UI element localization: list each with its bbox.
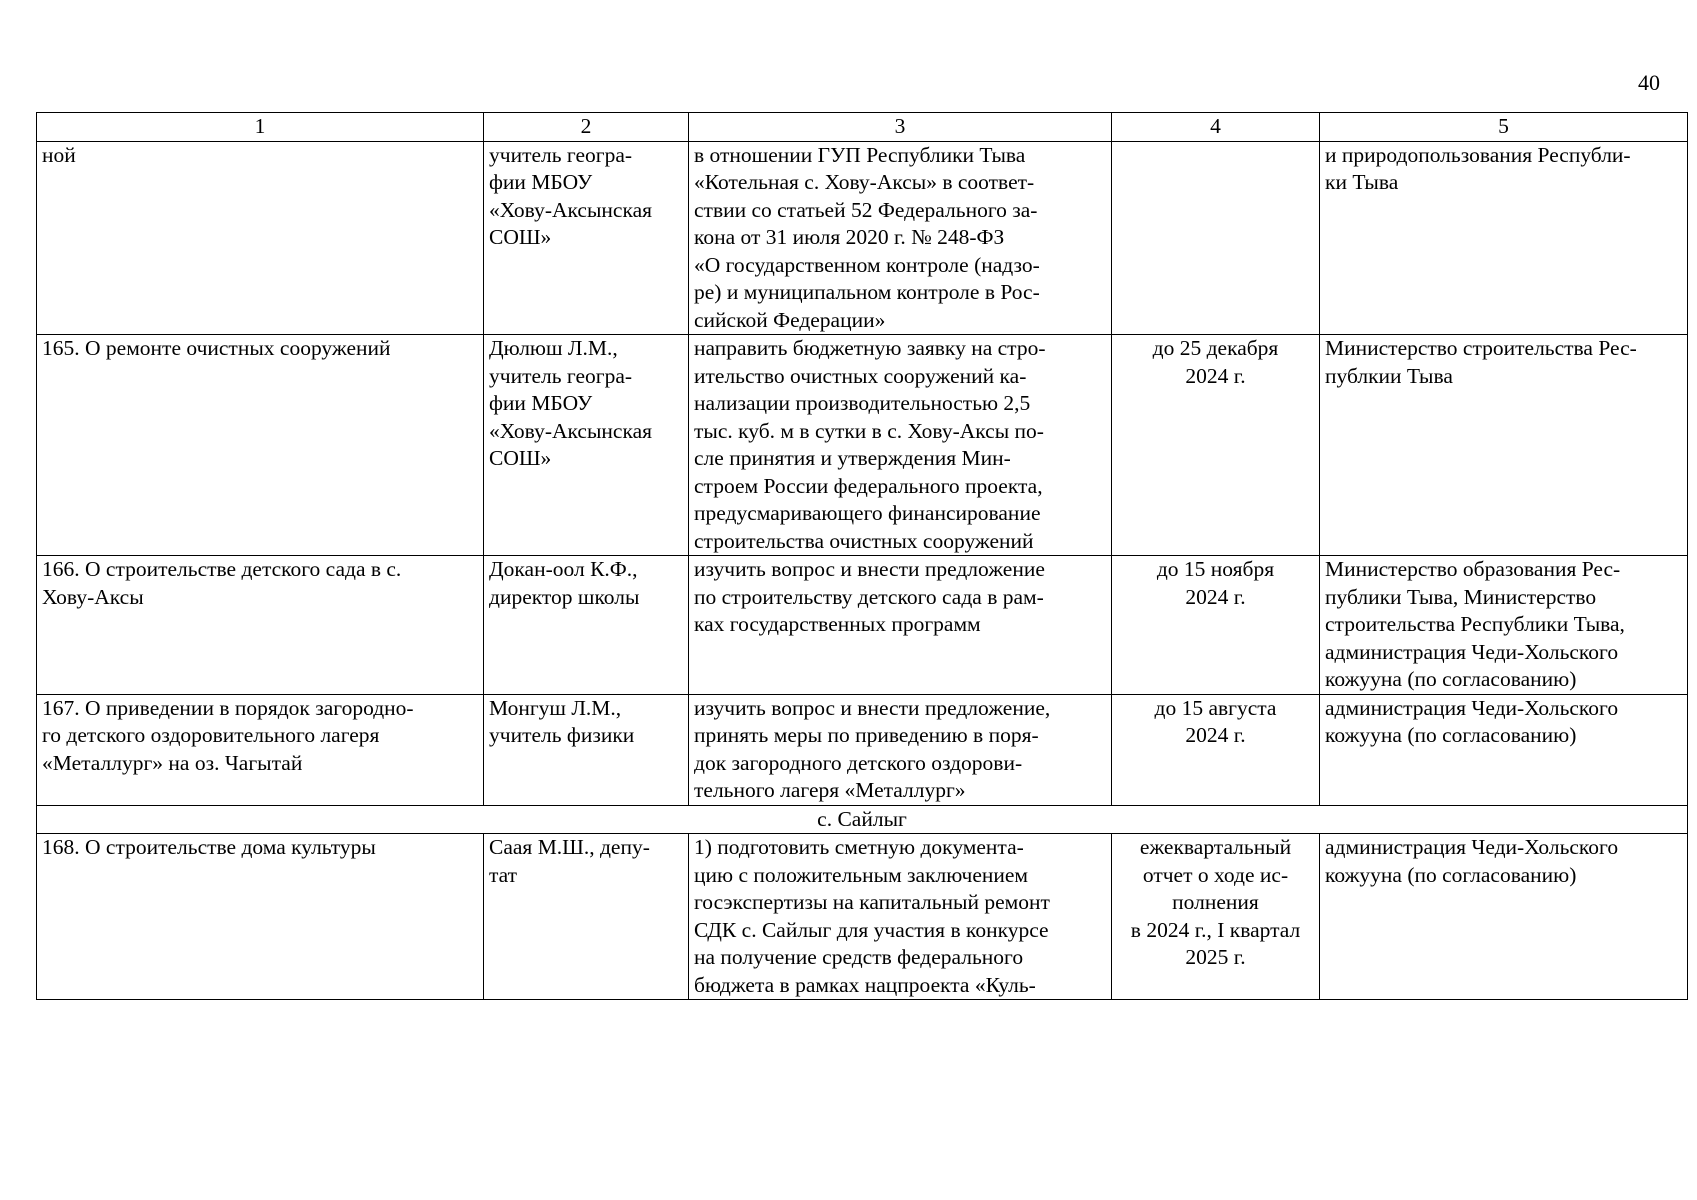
executor-cell: Министерство строительства Рес- публкии Тыва [1320, 335, 1688, 556]
section-row [37, 805, 1688, 834]
responsible-person-cell: учитель геогра- фии МБОУ «Хову-Аксынская СОШ» [484, 141, 689, 335]
issue-cell: 168. О строительстве дома культуры [37, 834, 484, 1000]
plan-table [36, 112, 1688, 1000]
executor-cell: Министерство образования Рес- публики Тыва, Министерство строительства Республики Тыва, администрация Чеди-Хольского кожууна (по согласованию) [1320, 556, 1688, 695]
table-row [37, 141, 1688, 335]
column-number: 5 [1320, 113, 1688, 142]
executor-cell: администрация Чеди-Хольского кожууна (по согласованию) [1320, 834, 1688, 1000]
deadline-cell [1112, 141, 1320, 335]
issue-cell: ной [37, 141, 484, 335]
deadline-cell: до 15 августа 2024 г. [1112, 694, 1320, 805]
column-number: 3 [689, 113, 1112, 142]
deadline-cell: ежеквартальный отчет о ходе ис- полнения в 2024 г., I квартал 2025 г. [1112, 834, 1320, 1000]
table-row [37, 834, 1688, 1000]
table-row [37, 556, 1688, 695]
action-cell: изучить вопрос и внести предложение, принять меры по приведению в поря- док загородного детского оздорови- тельного лагеря «Металлург» [689, 694, 1112, 805]
action-cell: изучить вопрос и внести предложение по строительству детского сада в рам- ках государственных программ [689, 556, 1112, 695]
deadline-cell: до 15 ноября 2024 г. [1112, 556, 1320, 695]
issue-cell: 167. О приведении в порядок загородно- го детского оздоровительного лагеря «Металлург» на оз. Чагытай [37, 694, 484, 805]
action-cell: направить бюджетную заявку на стро- ительство очистных сооружений ка- нализации производительностью 2,5 тыс. куб. м в сутки в с. Хову-Аксы по- сле принятия и утверждения Мин- строем России федерального проекта, предусмаривающего финансирование строительства очистных сооружений [689, 335, 1112, 556]
issue-cell: 165. О ремонте очистных сооружений [37, 335, 484, 556]
table-row [37, 335, 1688, 556]
column-number: 1 [37, 113, 484, 142]
action-cell: 1) подготовить сметную документа- цию с положительным заключением госэкспертизы на капитальный ремонт СДК с. Сайлыг для участия в конкурсе на получение средств федерального бюджета в рамках нацпроекта «Куль- [689, 834, 1112, 1000]
deadline-cell: до 25 декабря 2024 г. [1112, 335, 1320, 556]
table-row [37, 694, 1688, 805]
column-number: 2 [484, 113, 689, 142]
issue-cell: 166. О строительстве детского сада в с. Хову-Аксы [37, 556, 484, 695]
action-cell: в отношении ГУП Республики Тыва «Котельная с. Хову-Аксы» в соответ- ствии со статьей 52 Федерального за- кона от 31 июля 2020 г. № 248-ФЗ «О государственном контроле (надзо- ре) и муниципальном контроле в Рос- сийской Федерации» [689, 141, 1112, 335]
page-number: 40 [1638, 70, 1660, 95]
responsible-person-cell: Саая М.Ш., депу- тат [484, 834, 689, 1000]
section-title: с. Сайлыг [37, 805, 1688, 834]
responsible-person-cell: Докан-оол К.Ф., директор школы [484, 556, 689, 695]
column-number: 4 [1112, 113, 1320, 142]
column-number-row [37, 113, 1688, 142]
responsible-person-cell: Монгуш Л.М., учитель физики [484, 694, 689, 805]
responsible-person-cell: Дюлюш Л.М., учитель геогра- фии МБОУ «Хову-Аксынская СОШ» [484, 335, 689, 556]
executor-cell: и природопользования Республи- ки Тыва [1320, 141, 1688, 335]
executor-cell: администрация Чеди-Хольского кожууна (по согласованию) [1320, 694, 1688, 805]
